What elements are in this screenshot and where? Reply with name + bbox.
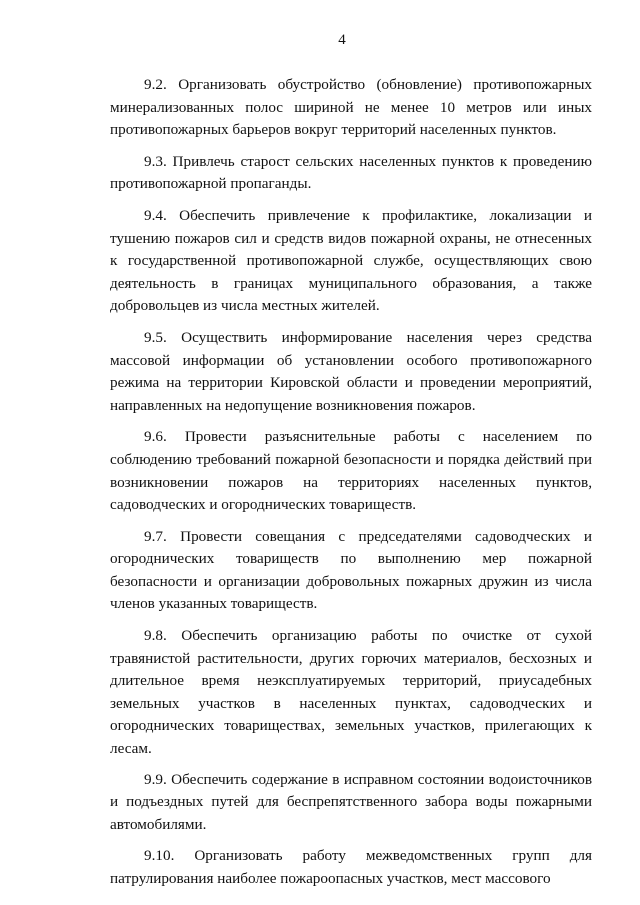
document-body [110, 74, 592, 890]
page-number: 4 [338, 32, 346, 48]
paragraph-9-2: 9.2. Организовать обустройство (обновление) противопожарных минерализованных полос шириной не менее 10 метров или иных противопожарных барьеров вокруг территорий населенных пунктов. [110, 76, 592, 139]
paragraph-9-4: 9.4. Обеспечить привлечение к профилактике, локализации и тушению пожаров сил и средств видов пожарной охраны, не отнесенных к государственной противопожарной службе, осуществляющих свою деятельность в границах муниципального образования, а также добровольцев из числа местных жителей. [110, 206, 592, 315]
paragraph-9-7: 9.7. Провести совещания с председателями садоводческих и огороднических товариществ по выполнению мер пожарной безопасности и организации добровольных пожарных дружин из числа членов указанных товариществ. [110, 527, 592, 613]
paragraph-9-5: 9.5. Осуществить информирование населения через средства массовой информации об установлении особого противопожарного режима на территории Кировской области и проведении мероприятий, направленных на недопущение возникновения пожаров. [110, 328, 592, 414]
paragraph-9-6: 9.6. Провести разъяснительные работы с населением по соблюдению требований пожарной безопасности и порядка действий при возникновении пожаров на территориях населенных пунктов, садоводческих и огороднических товариществ. [110, 428, 592, 514]
paragraph-9-10: 9.10. Организовать работу межведомственных групп для патрулирования наиболее пожароопасных участков, мест массового [110, 847, 592, 887]
paragraph-9-3: 9.3. Привлечь старост сельских населенных пунктов к проведению противопожарной пропаганды. [110, 152, 592, 193]
paragraph-9-8: 9.8. Обеспечить организацию работы по очистке от сухой травянистой растительности, других горючих материалов, бесхозных и длительное время неэксплуатируемых территорий, приусадебных земельных участков в населенных пунктах, садоводческих и огороднических товариществах, земельных участков, прилегающих к лесам. [110, 627, 592, 758]
paragraph-9-9: 9.9. Обеспечить содержание в исправном состоянии водоисточников и подъездных путей для беспрепятственного забора воды пожарными автомобилями. [110, 770, 592, 833]
